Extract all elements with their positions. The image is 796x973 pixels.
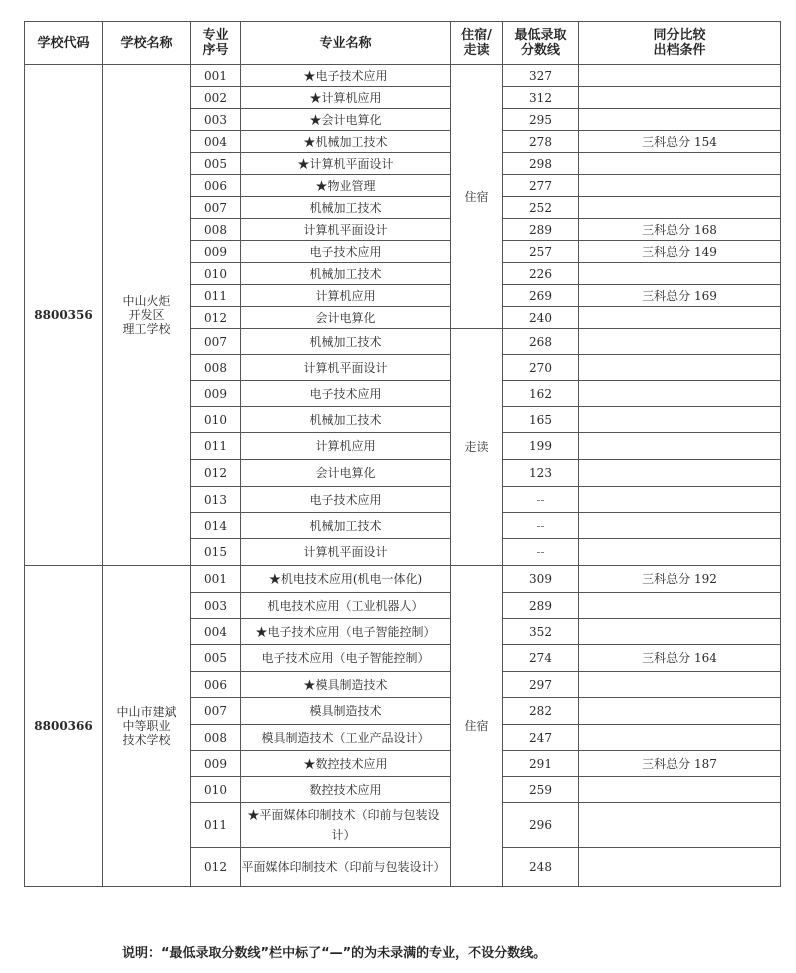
major-name-cell: ★物业管理 xyxy=(241,175,451,197)
school-name-cell xyxy=(103,65,191,566)
condition-cell xyxy=(579,307,781,329)
condition-cell xyxy=(579,153,781,175)
condition-cell xyxy=(579,539,781,566)
school-name-line: 中等职业 xyxy=(122,719,171,733)
condition-cell xyxy=(579,460,781,487)
major-name-cell: 电子技术应用 xyxy=(241,241,451,263)
condition-cell xyxy=(579,175,781,197)
min-score-cell: 162 xyxy=(503,381,579,407)
min-score-cell: 312 xyxy=(503,87,579,109)
condition-cell xyxy=(579,672,781,698)
major-seq-cell: 008 xyxy=(191,219,241,241)
major-seq-cell: 003 xyxy=(191,109,241,131)
school-name-cell xyxy=(103,566,191,887)
header-min-score-line1: 最低录取 xyxy=(514,28,567,43)
major-name-cell: 会计电算化 xyxy=(241,460,451,487)
min-score-cell: 296 xyxy=(503,803,579,848)
condition-cell xyxy=(579,87,781,109)
min-score-cell: 298 xyxy=(503,153,579,175)
condition-cell xyxy=(579,65,781,87)
table-body xyxy=(25,65,781,887)
condition-cell xyxy=(579,433,781,460)
major-name-cell: 机械加工技术 xyxy=(241,407,451,433)
school-name-line: 技术学校 xyxy=(122,733,171,747)
min-score-cell: 252 xyxy=(503,197,579,219)
condition-cell xyxy=(579,803,781,848)
condition-cell xyxy=(579,487,781,513)
condition-cell xyxy=(579,109,781,131)
major-name-cell: 数控技术应用 xyxy=(241,777,451,803)
school-name-line: 开发区 xyxy=(128,308,165,322)
condition-cell: 三科总分 168 xyxy=(579,219,781,241)
major-name-cell: 计算机应用 xyxy=(241,433,451,460)
major-seq-cell: 011 xyxy=(191,433,241,460)
major-name-cell: ★计算机平面设计 xyxy=(241,153,451,175)
school-name-line: 中山火炬 xyxy=(122,294,171,308)
major-name-cell: ★计算机应用 xyxy=(241,87,451,109)
major-name-cell: 平面媒体印制技术（印前与包装设计） xyxy=(241,848,451,887)
major-seq-cell: 011 xyxy=(191,285,241,307)
condition-cell xyxy=(579,355,781,381)
min-score-cell: 274 xyxy=(503,645,579,672)
major-seq-cell: 001 xyxy=(191,566,241,593)
major-seq-cell: 002 xyxy=(191,87,241,109)
min-score-cell: 309 xyxy=(503,566,579,593)
min-score-cell: 269 xyxy=(503,285,579,307)
major-name-cell: 电子技术应用 xyxy=(241,381,451,407)
min-score-cell: 199 xyxy=(503,433,579,460)
condition-cell: 三科总分 192 xyxy=(579,566,781,593)
min-score-cell: 257 xyxy=(503,241,579,263)
min-score-cell: 240 xyxy=(503,307,579,329)
major-seq-cell: 012 xyxy=(191,307,241,329)
min-score-cell: 289 xyxy=(503,219,579,241)
condition-cell: 三科总分 154 xyxy=(579,131,781,153)
major-name-cell: 电子技术应用（电子智能控制） xyxy=(241,645,451,672)
major-name-cell: 计算机平面设计 xyxy=(241,355,451,381)
min-score-cell: 277 xyxy=(503,175,579,197)
major-name-cell: 计算机应用 xyxy=(241,285,451,307)
table-row xyxy=(25,566,781,593)
major-seq-cell: 005 xyxy=(191,153,241,175)
major-name-cell: 模具制造技术 xyxy=(241,698,451,725)
major-seq-cell: 010 xyxy=(191,777,241,803)
major-seq-cell: 006 xyxy=(191,175,241,197)
header-tie-break-condition xyxy=(579,22,781,65)
major-seq-cell: 010 xyxy=(191,407,241,433)
major-seq-cell: 014 xyxy=(191,513,241,539)
major-seq-cell: 009 xyxy=(191,751,241,777)
major-seq-cell: 005 xyxy=(191,645,241,672)
condition-cell xyxy=(579,848,781,887)
major-seq-cell: 007 xyxy=(191,329,241,355)
min-score-cell: -- xyxy=(503,513,579,539)
condition-cell xyxy=(579,619,781,645)
major-seq-cell: 009 xyxy=(191,381,241,407)
condition-cell: 三科总分 187 xyxy=(579,751,781,777)
min-score-cell: 259 xyxy=(503,777,579,803)
header-major-seq-line1: 专业 xyxy=(202,28,229,43)
major-name-cell: 计算机平面设计 xyxy=(241,219,451,241)
major-name-cell: 机械加工技术 xyxy=(241,197,451,219)
header-condition-line1: 同分比较 xyxy=(653,28,706,43)
school-code-cell: 8800356 xyxy=(25,65,103,566)
condition-cell xyxy=(579,513,781,539)
major-seq-cell: 013 xyxy=(191,487,241,513)
condition-cell xyxy=(579,407,781,433)
major-seq-cell: 015 xyxy=(191,539,241,566)
table-header-row xyxy=(25,22,781,65)
condition-cell: 三科总分 149 xyxy=(579,241,781,263)
major-seq-cell: 006 xyxy=(191,672,241,698)
min-score-cell: 247 xyxy=(503,725,579,751)
major-seq-cell: 010 xyxy=(191,263,241,285)
header-school-code: 学校代码 xyxy=(25,22,103,65)
major-name-cell: 机械加工技术 xyxy=(241,263,451,285)
major-name-cell: 会计电算化 xyxy=(241,307,451,329)
major-name-cell: ★会计电算化 xyxy=(241,109,451,131)
major-name-cell: ★机械加工技术 xyxy=(241,131,451,153)
condition-cell xyxy=(579,197,781,219)
table-row xyxy=(25,65,781,87)
major-seq-cell: 012 xyxy=(191,848,241,887)
header-condition-line2: 出档条件 xyxy=(653,43,706,58)
min-score-cell: 123 xyxy=(503,460,579,487)
school-name-line: 中山市建斌 xyxy=(116,705,177,719)
major-name-cell: ★机电技术应用(机电一体化) xyxy=(241,566,451,593)
condition-cell xyxy=(579,593,781,619)
header-major-seq-line2: 序号 xyxy=(202,43,229,58)
school-code-cell: 8800366 xyxy=(25,566,103,887)
major-seq-cell: 007 xyxy=(191,698,241,725)
major-seq-cell: 004 xyxy=(191,131,241,153)
major-seq-cell: 009 xyxy=(191,241,241,263)
min-score-cell: 278 xyxy=(503,131,579,153)
major-seq-cell: 003 xyxy=(191,593,241,619)
major-name-cell: ★模具制造技术 xyxy=(241,672,451,698)
school-name-line: 理工学校 xyxy=(122,322,171,336)
min-score-cell: 295 xyxy=(503,109,579,131)
major-name-cell: 电子技术应用 xyxy=(241,487,451,513)
condition-cell xyxy=(579,329,781,355)
min-score-cell: 248 xyxy=(503,848,579,887)
min-score-cell: 282 xyxy=(503,698,579,725)
boarding-cell: 走读 xyxy=(451,329,503,566)
min-score-cell: 289 xyxy=(503,593,579,619)
header-min-score xyxy=(503,22,579,65)
header-major-name: 专业名称 xyxy=(241,22,451,65)
min-score-cell: 297 xyxy=(503,672,579,698)
min-score-cell: 327 xyxy=(503,65,579,87)
boarding-cell: 住宿 xyxy=(451,65,503,329)
min-score-cell: 270 xyxy=(503,355,579,381)
major-name-cell: 机械加工技术 xyxy=(241,513,451,539)
min-score-cell: -- xyxy=(503,539,579,566)
condition-cell: 三科总分 164 xyxy=(579,645,781,672)
condition-cell: 三科总分 169 xyxy=(579,285,781,307)
min-score-cell: 352 xyxy=(503,619,579,645)
condition-cell xyxy=(579,698,781,725)
major-name-cell: 模具制造技术（工业产品设计） xyxy=(241,725,451,751)
header-boarding-line2: 走读 xyxy=(463,43,490,58)
major-name-cell: ★平面媒体印制技术（印前与包装设计） xyxy=(241,803,451,848)
header-major-seq xyxy=(191,22,241,65)
header-school-name: 学校名称 xyxy=(103,22,191,65)
major-name-cell: 机电技术应用（工业机器人） xyxy=(241,593,451,619)
min-score-cell: 165 xyxy=(503,407,579,433)
header-min-score-line2: 分数线 xyxy=(520,43,560,58)
header-boarding-line1: 住宿/ xyxy=(461,28,492,43)
major-seq-cell: 012 xyxy=(191,460,241,487)
min-score-cell: 268 xyxy=(503,329,579,355)
major-name-cell: 机械加工技术 xyxy=(241,329,451,355)
major-seq-cell: 008 xyxy=(191,355,241,381)
footnote: 说明：“最低录取分数线”栏中标了“—”的为未录满的专业，不设分数线。 xyxy=(122,946,547,961)
header-boarding xyxy=(451,22,503,65)
admission-score-table xyxy=(24,21,781,887)
condition-cell xyxy=(579,381,781,407)
min-score-cell: 226 xyxy=(503,263,579,285)
condition-cell xyxy=(579,725,781,751)
major-name-cell: ★电子技术应用 xyxy=(241,65,451,87)
major-seq-cell: 004 xyxy=(191,619,241,645)
min-score-cell: 291 xyxy=(503,751,579,777)
major-seq-cell: 011 xyxy=(191,803,241,848)
condition-cell xyxy=(579,777,781,803)
major-name-cell: 计算机平面设计 xyxy=(241,539,451,566)
condition-cell xyxy=(579,263,781,285)
boarding-cell: 住宿 xyxy=(451,566,503,887)
major-seq-cell: 007 xyxy=(191,197,241,219)
major-seq-cell: 008 xyxy=(191,725,241,751)
major-name-cell: ★数控技术应用 xyxy=(241,751,451,777)
min-score-cell: -- xyxy=(503,487,579,513)
major-seq-cell: 001 xyxy=(191,65,241,87)
major-name-cell: ★电子技术应用（电子智能控制） xyxy=(241,619,451,645)
